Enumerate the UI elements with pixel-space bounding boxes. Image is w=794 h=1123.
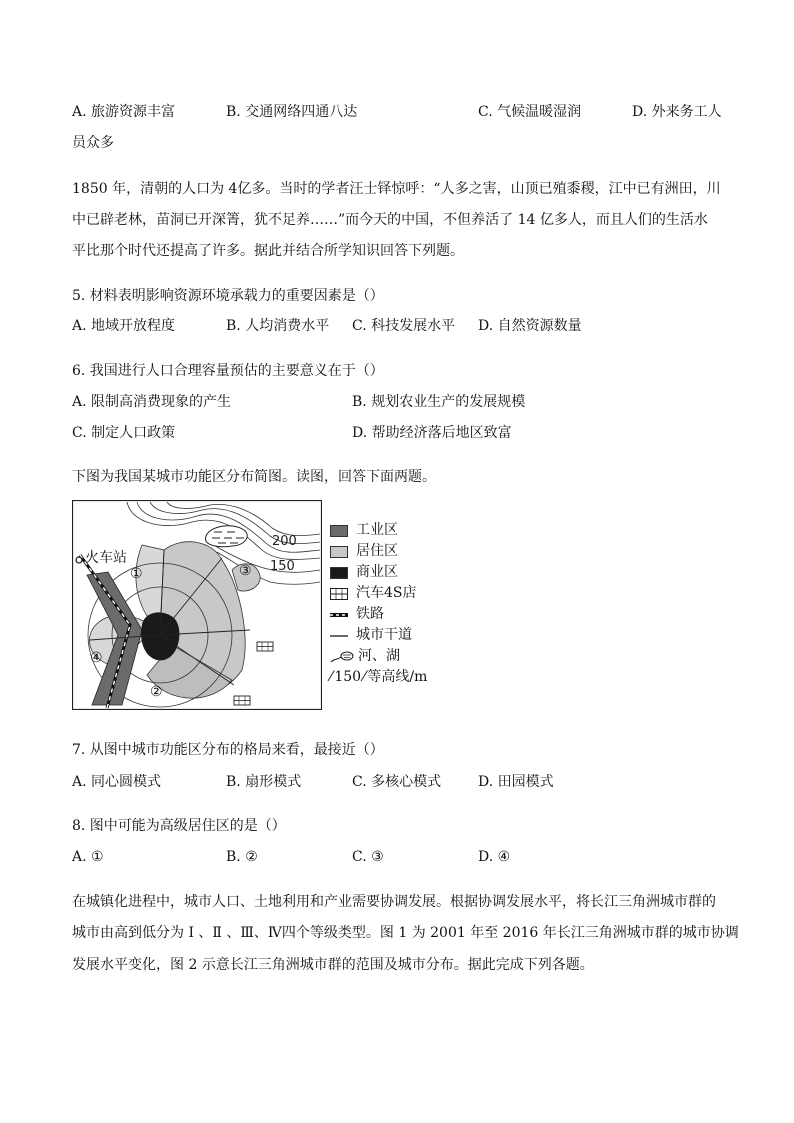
passage2-line-1: 在城镇化进程中，城市人口、土地利用和产业需要协调发展。根据协调发展水平，将长江三角洲城市群的 [72,894,716,910]
contour-label-150: 150 [270,559,295,574]
q4-option-b: B. 交通网络四通八达 [226,104,358,120]
legend-residential-label: 居住区 [356,543,398,559]
legend-river-lake [330,646,427,667]
legend-industrial [330,520,427,541]
legend-main-road [330,625,427,646]
legend-railway [330,604,427,625]
q8-stem: 8. 图中可能为高级居住区的是（） [72,818,286,834]
legend-residential [330,541,427,562]
q7-option-a: A. 同心圆模式 [72,774,162,790]
legend-car-store [330,583,427,604]
q6-option-b: B. 规划农业生产的发展规模 [352,394,526,410]
q8-option-c: C. ③ [352,849,384,865]
city-function-map [72,500,322,710]
q6-stem: 6. 我国进行人口合理容量预估的主要意义在于（） [72,363,384,379]
q8-option-d: D. ④ [478,849,511,865]
q7-option-d: D. 田园模式 [478,774,554,790]
legend-contour-label: 等高线/m [367,669,428,685]
q5-option-c: C. 科技发展水平 [352,318,456,334]
q5-stem: 5. 材料表明影响资源环境承载力的重要因素是（） [72,288,384,304]
q7-option-b: B. 扇形模式 [226,774,302,790]
passage1-line-1: 1850 年，清朝的人口为 4亿多。当时的学者汪士铎惊呼：“人多之害，山顶已殖黍稷，江中已有洲田，川 [72,181,721,197]
q4-option-d: D. 外来务工人 [632,104,722,120]
zone-label-2: ② [150,684,163,700]
q8-option-b: B. ② [226,849,258,865]
q5-option-a: A. 地域开放程度 [72,318,176,334]
q6-option-d: D. 帮助经济落后地区致富 [352,425,512,441]
station-icon [76,557,82,563]
commercial-swatch [330,567,348,579]
zone-label-1: ① [130,566,143,582]
contour-sample-icon: ⁄ [330,669,333,685]
contour-sample-tail: ⁄ [363,669,366,685]
legend-industrial-label: 工业区 [356,522,398,538]
q4-option-d-continued: 员众多 [72,135,114,151]
q7-option-c: C. 多核心模式 [352,774,442,790]
legend-contour [330,667,427,688]
car-store-icon [330,588,348,600]
legend-contour-sample: 150 [334,669,362,685]
q6-option-a: A. 限制高消费现象的产生 [72,394,232,410]
q8-option-a: A. ① [72,849,104,865]
station-label: 火车站 [85,550,127,566]
river-lake-icon [330,650,354,664]
passage2-line-3: 发展水平变化，图 2 示意长江三角洲城市群的范围及城市分布。据此完成下列各题。 [72,957,594,973]
contour-label-200: 200 [272,534,297,549]
q5-option-b: B. 人均消费水平 [226,318,330,334]
zone-label-3: ③ [239,563,252,579]
railway-icon [330,609,348,621]
zone-label-4: ④ [90,650,103,666]
q4-option-c: C. 气候温暖湿润 [478,104,582,120]
legend-river-lake-label: 河、湖 [358,648,400,664]
industrial-swatch [330,525,348,537]
q4-option-a: A. 旅游资源丰富 [72,104,176,120]
q6-option-c: C. 制定人口政策 [72,425,176,441]
legend-commercial [330,562,427,583]
residential-swatch [330,546,348,558]
map-legend [330,520,427,688]
map-intro: 下图为我国某城市功能区分布简图。读图，回答下面两题。 [72,469,436,485]
legend-railway-label: 铁路 [356,606,384,622]
legend-car-store-label: 汽车4S店 [356,585,417,601]
car-store-marker-2 [234,696,250,705]
car-store-marker-1 [257,642,273,651]
q7-stem: 7. 从图中城市功能区分布的格局来看，最接近（） [72,742,384,758]
legend-commercial-label: 商业区 [356,564,398,580]
main-road-icon [330,630,348,642]
q5-option-d: D. 自然资源数量 [478,318,582,334]
passage2-line-2: 城市由高到低分为 Ⅰ 、Ⅱ 、Ⅲ、Ⅳ四个等级类型。图 1 为 2001 年至 2016 年长江三角洲城市群的城市协调 [72,925,739,941]
passage1-line-2: 中已辟老林，苗洞已开深箐，犹不足养……”而今天的中国，不但养活了 14 亿多人，而且人们的生活水 [72,212,708,228]
passage1-line-3: 平比那个时代还提高了许多。据此并结合所学知识回答下列题。 [72,243,464,259]
legend-main-road-label: 城市干道 [356,627,412,643]
